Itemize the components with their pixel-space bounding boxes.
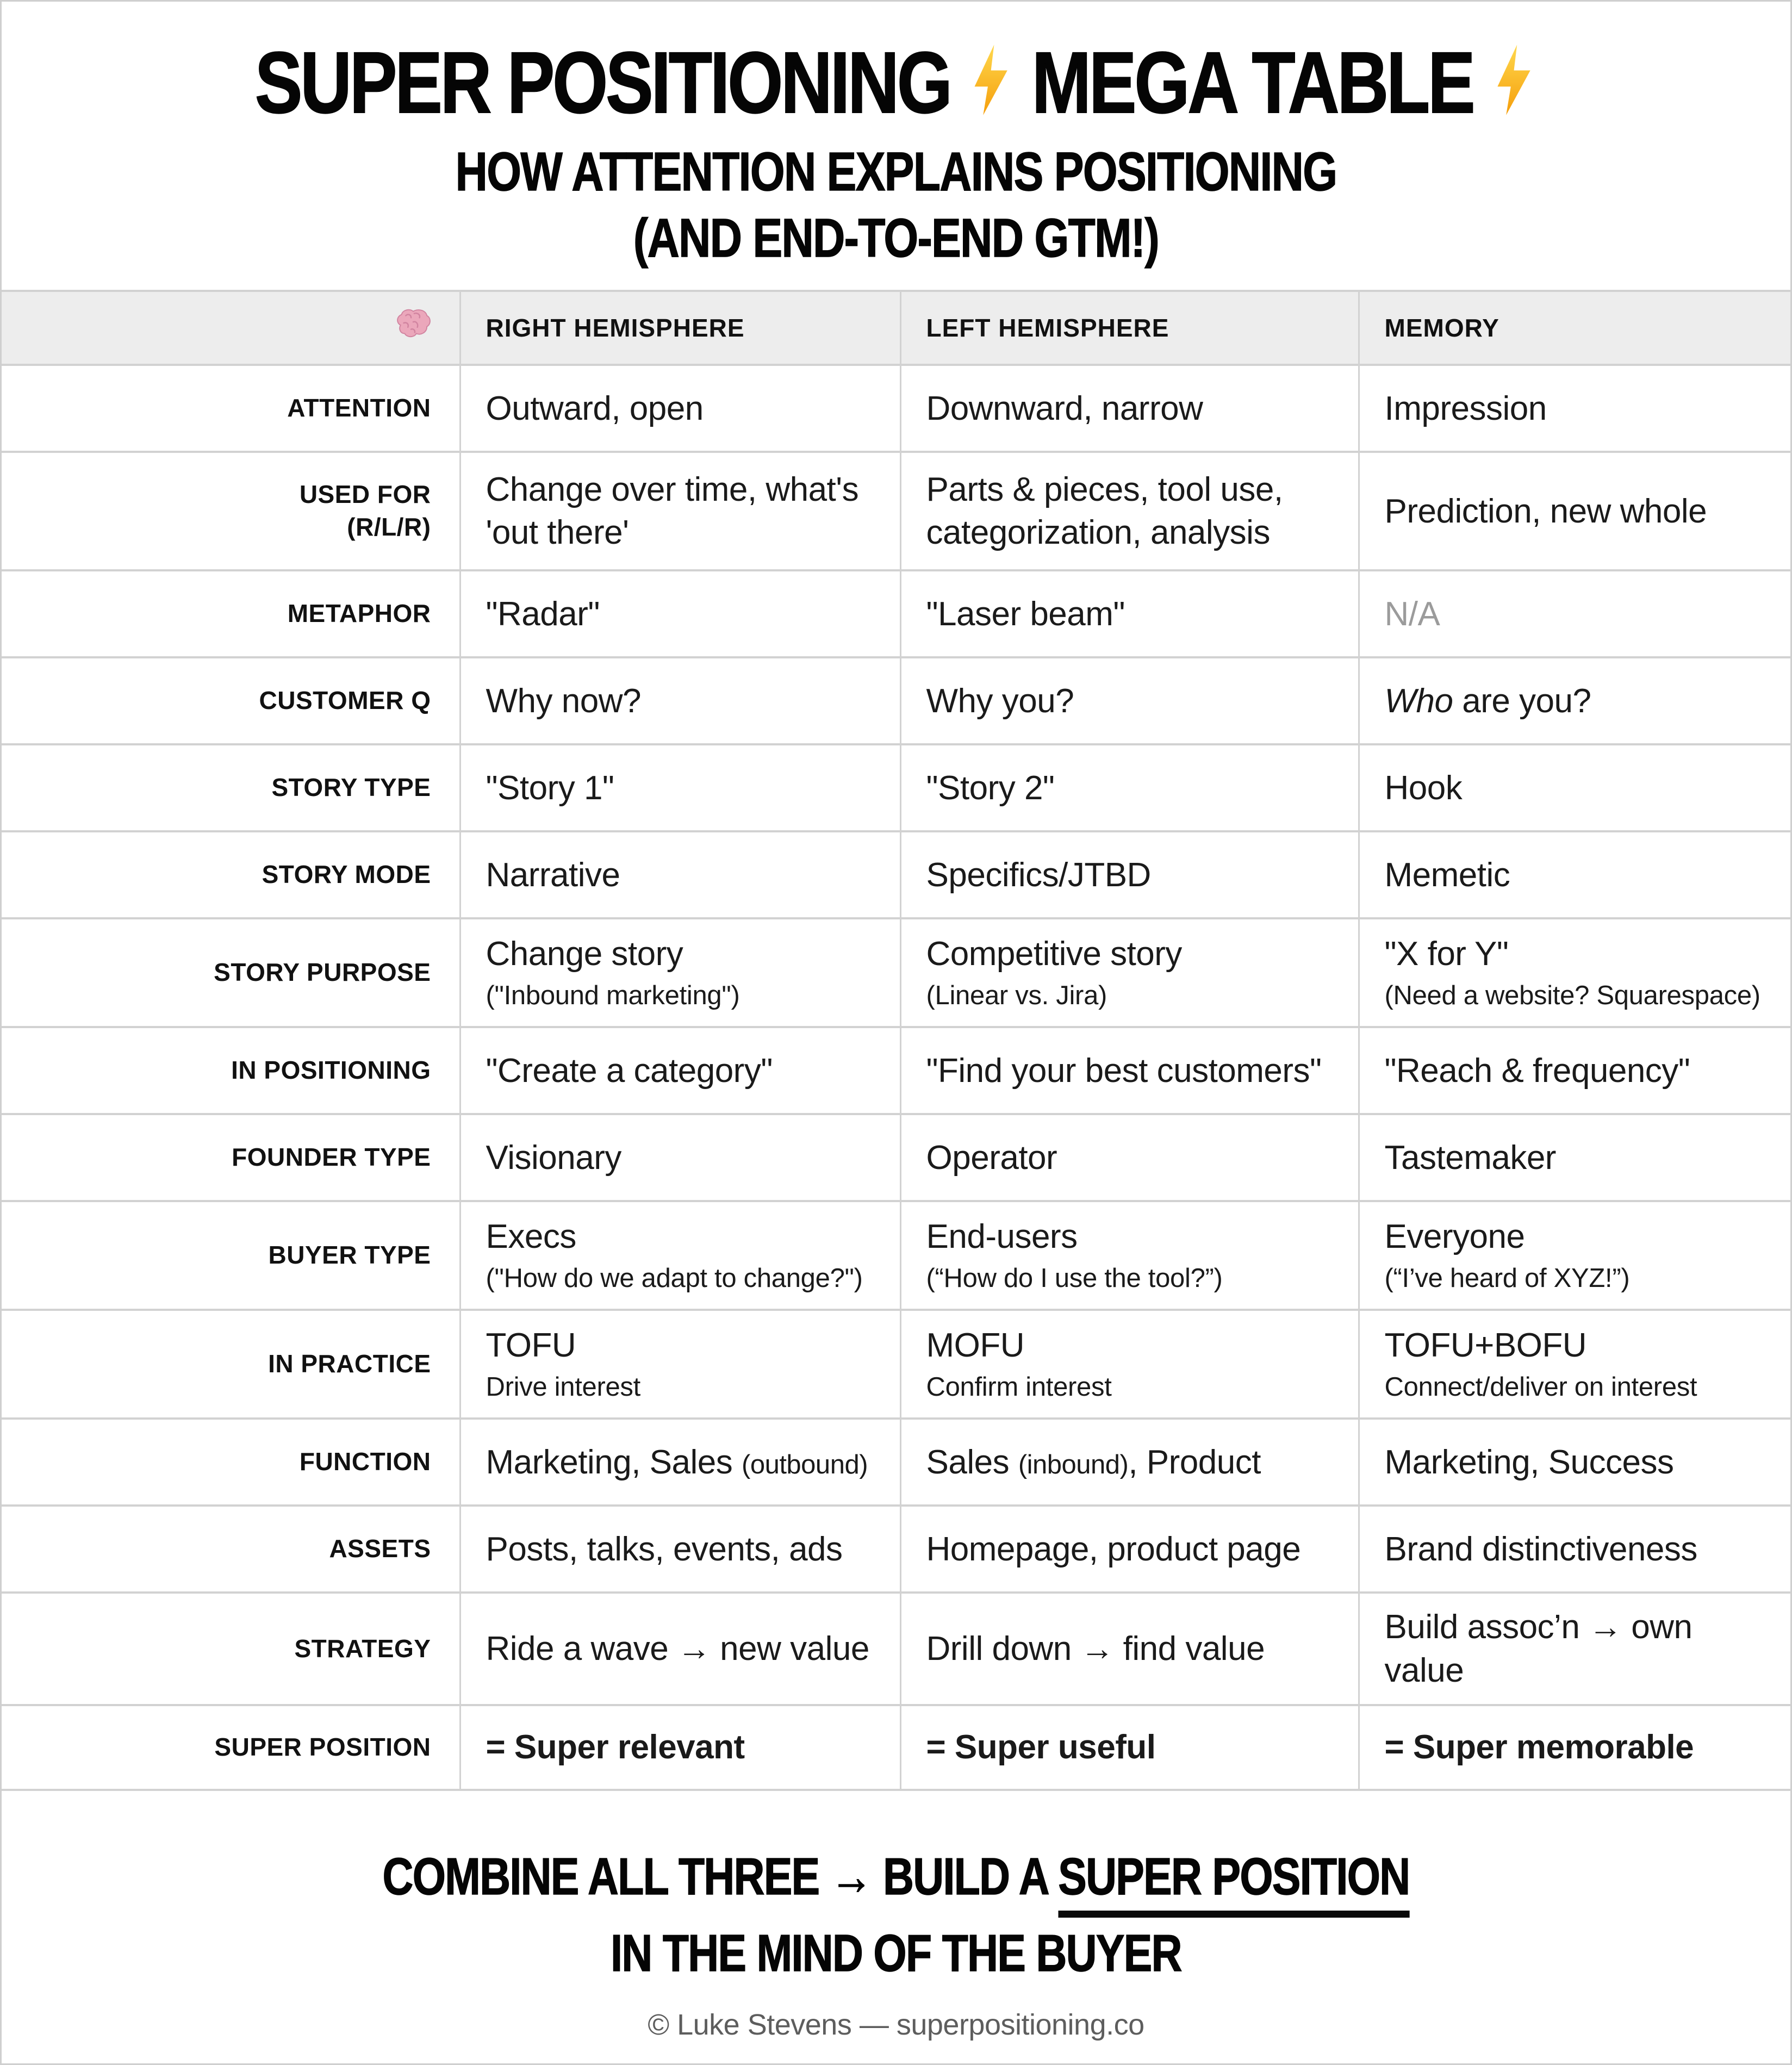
table-row-story-type: [2, 744, 1792, 831]
table-row-story-purpose: [2, 918, 1792, 1027]
cell: Parts & pieces, tool use, categorization, analysis: [900, 452, 1359, 570]
cell: Downward, narrow: [900, 365, 1359, 452]
row-label: SUPER POSITION: [2, 1705, 460, 1790]
cell: = Super memorable: [1359, 1705, 1792, 1790]
row-label: STORY TYPE: [2, 744, 460, 831]
cell: "Create a category": [460, 1027, 900, 1114]
cell: Operator: [900, 1114, 1359, 1201]
table-row-function: [2, 1419, 1792, 1506]
cell: Change over time, what's 'out there': [460, 452, 900, 570]
underlined-super-position: SUPER POSITION: [1058, 1851, 1409, 1918]
brain-icon: [393, 307, 431, 341]
cell: Posts, talks, events, ads: [460, 1506, 900, 1593]
cell: TOFU+BOFU Connect/deliver on interest: [1359, 1310, 1792, 1419]
cell: MOFU Confirm interest: [900, 1310, 1359, 1419]
table-row-assets: [2, 1506, 1792, 1593]
cell: Memetic: [1359, 831, 1792, 918]
cell: Drill down → find value: [900, 1593, 1359, 1705]
column-header-memory: MEMORY: [1359, 291, 1792, 365]
row-label: USED FOR (R/L/R): [2, 452, 460, 570]
cell: "Laser beam": [900, 570, 1359, 657]
cell: = Super useful: [900, 1705, 1359, 1790]
title-text-left: SUPER POSITIONING: [254, 34, 950, 131]
cell: Change story ("Inbound marketing"): [460, 918, 900, 1027]
row-label: STRATEGY: [2, 1593, 460, 1705]
subtitle-line-1: HOW ATTENTION EXPLAINS POSITIONING: [455, 141, 1337, 203]
cell: Impression: [1359, 365, 1792, 452]
cell: "X for Y" (Need a website? Squarespace): [1359, 918, 1792, 1027]
small-parenthetical: (outbound): [742, 1450, 868, 1479]
cell: Execs ("How do we adapt to change?"): [460, 1201, 900, 1310]
cell: Who are you?: [1359, 657, 1792, 744]
cell: Marketing, Sales (outbound): [460, 1419, 900, 1506]
table-row-in-practice: [2, 1310, 1792, 1419]
row-label: ATTENTION: [2, 365, 460, 452]
table-header-row: [2, 291, 1792, 365]
row-label: STORY MODE: [2, 831, 460, 918]
cell: "Story 1": [460, 744, 900, 831]
cell: Marketing, Success: [1359, 1419, 1792, 1506]
cell: Build assoc’n → own value: [1359, 1593, 1792, 1705]
table-row-super-position: [2, 1705, 1792, 1790]
cell: "Story 2": [900, 744, 1359, 831]
row-label: IN POSITIONING: [2, 1027, 460, 1114]
table-row-story-mode: [2, 831, 1792, 918]
corner-cell: [2, 291, 460, 365]
table-row-strategy: [2, 1593, 1792, 1705]
row-label: FOUNDER TYPE: [2, 1114, 460, 1201]
cell: Why you?: [900, 657, 1359, 744]
cell: Narrative: [460, 831, 900, 918]
cell: Specifics/JTBD: [900, 831, 1359, 918]
table-row-metaphor: [2, 570, 1792, 657]
cell: = Super relevant: [460, 1705, 900, 1790]
cell: Visionary: [460, 1114, 900, 1201]
table-row-founder-type: [2, 1114, 1792, 1201]
column-header-left-hemisphere: LEFT HEMISPHERE: [900, 291, 1359, 365]
row-label: BUYER TYPE: [2, 1201, 460, 1310]
row-label: ASSETS: [2, 1506, 460, 1593]
cell: Prediction, new whole: [1359, 452, 1792, 570]
table-row-in-positioning: [2, 1027, 1792, 1114]
table-row-customer-q: [2, 657, 1792, 744]
lightning-icon: [970, 42, 1011, 118]
cell: Outward, open: [460, 365, 900, 452]
footer-heading: [163, 1841, 1629, 1989]
row-label: METAPHOR: [2, 570, 460, 657]
cell: Competitive story (Linear vs. Jira): [900, 918, 1359, 1027]
small-parenthetical: (inbound): [1018, 1450, 1129, 1479]
cell: N/A: [1359, 570, 1792, 657]
cell: Homepage, product page: [900, 1506, 1359, 1593]
row-label: IN PRACTICE: [2, 1310, 460, 1419]
table-row-attention: [2, 365, 1792, 452]
cell: End-users (“How do I use the tool?”): [900, 1201, 1359, 1310]
copyright-line: © Luke Stevens — superpositioning.co: [648, 2008, 1144, 2042]
page-subtitle: [163, 139, 1629, 271]
cell: "Reach & frequency": [1359, 1027, 1792, 1114]
cell: TOFU Drive interest: [460, 1310, 900, 1419]
table-row-buyer-type: [2, 1201, 1792, 1310]
subtitle-line-2: (AND END-TO-END GTM!): [633, 208, 1159, 269]
cell: "Radar": [460, 570, 900, 657]
footer-line-2: IN THE MIND OF THE BUYER: [611, 1924, 1181, 1982]
cell: Ride a wave → new value: [460, 1593, 900, 1705]
cell: Hook: [1359, 744, 1792, 831]
cell: "Find your best customers": [900, 1027, 1359, 1114]
row-label: CUSTOMER Q: [2, 657, 460, 744]
row-label: STORY PURPOSE: [2, 918, 460, 1027]
cell: Tastemaker: [1359, 1114, 1792, 1201]
cell: Sales (inbound), Product: [900, 1419, 1359, 1506]
footer-line-1: COMBINE ALL THREE → BUILD A SUPER POSITION: [163, 1841, 1629, 1918]
table-row-used-for: [2, 452, 1792, 570]
italic-word: Who: [1384, 682, 1453, 720]
row-label: FUNCTION: [2, 1419, 460, 1506]
mega-table: [2, 290, 1792, 1791]
title-text-right: MEGA TABLE: [1031, 34, 1473, 131]
cell: Everyone (“I’ve heard of XYZ!”): [1359, 1201, 1792, 1310]
cell: Brand distinctiveness: [1359, 1506, 1792, 1593]
page-title: [163, 34, 1629, 131]
cell: Why now?: [460, 657, 900, 744]
lightning-icon: [1494, 42, 1534, 118]
column-header-right-hemisphere: RIGHT HEMISPHERE: [460, 291, 900, 365]
